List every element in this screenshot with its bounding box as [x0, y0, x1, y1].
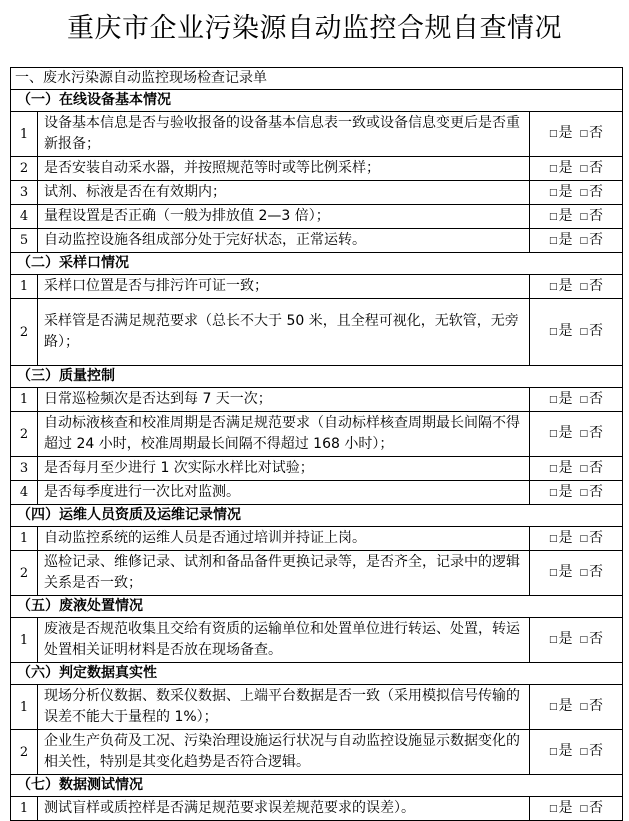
- item-text: 量程设置是否正确（一般为排放值 2—3 倍）；: [38, 205, 530, 229]
- section-header-row: [11, 505, 623, 527]
- yes-checkbox[interactable]: [549, 743, 573, 759]
- yes-checkbox[interactable]: [549, 160, 573, 176]
- section-title: （六）判定数据真实性: [11, 663, 623, 685]
- item-text: 巡检记录、维修记录、试剂和备品备件更换记录等，是否齐全，记录中的逻辑关系是否一致；: [38, 551, 530, 596]
- section-header-row: [11, 663, 623, 685]
- checklist-row: [11, 181, 623, 205]
- checkbox-icon: □: [579, 702, 589, 712]
- yes-checkbox[interactable]: [549, 631, 573, 647]
- no-checkbox[interactable]: [580, 530, 604, 546]
- no-checkbox-label: 否: [589, 529, 604, 546]
- no-checkbox-label: 否: [589, 323, 604, 339]
- no-checkbox[interactable]: [580, 278, 604, 294]
- yes-no-options: [530, 205, 623, 229]
- no-checkbox-label: 否: [589, 425, 604, 441]
- yes-no-options: [530, 618, 623, 663]
- checklist-row: [11, 685, 623, 730]
- checkbox-icon: □: [549, 635, 558, 645]
- item-text: 自动监控系统的运维人员是否通过培训并持证上岗。: [38, 527, 530, 551]
- yes-no-options: [530, 527, 623, 551]
- item-text: 是否每季度进行一次比对监测。: [38, 481, 530, 505]
- yes-checkbox[interactable]: [549, 698, 573, 714]
- checkbox-icon: □: [579, 803, 589, 814]
- item-text: 试剂、标液是否在有效期内；: [38, 181, 530, 205]
- item-number: 2: [11, 299, 38, 366]
- yes-checkbox[interactable]: [549, 425, 573, 441]
- checkbox-icon: □: [549, 429, 558, 439]
- checklist-row: [11, 730, 623, 775]
- item-number: 1: [11, 685, 38, 730]
- section-title: （七）数据测试情况: [11, 775, 623, 797]
- section-header-row: [11, 90, 623, 112]
- item-text: 日常巡检频次是否达到每 7 天一次；: [38, 388, 530, 412]
- item-number: 5: [11, 229, 38, 253]
- no-checkbox[interactable]: [580, 323, 604, 339]
- yes-no-options: [530, 275, 623, 299]
- no-checkbox[interactable]: [580, 160, 604, 176]
- checkbox-icon: □: [549, 211, 558, 222]
- no-checkbox-label: 否: [589, 483, 604, 500]
- checkbox-icon: □: [579, 533, 589, 544]
- checkbox-icon: □: [579, 487, 589, 498]
- yes-checkbox[interactable]: [549, 323, 573, 339]
- table-header-row: [11, 68, 623, 90]
- checkbox-icon: □: [549, 129, 558, 139]
- yes-no-options: [530, 112, 623, 157]
- item-number: 2: [11, 551, 38, 596]
- item-number: 1: [11, 112, 38, 157]
- no-checkbox[interactable]: [580, 631, 604, 647]
- yes-checkbox-label: 是: [558, 459, 573, 476]
- item-number: 3: [11, 457, 38, 481]
- no-checkbox-label: 否: [589, 231, 604, 248]
- checklist-row: [11, 797, 623, 821]
- checkbox-icon: □: [579, 129, 589, 139]
- item-text: 自动监控设施各组成部分处于完好状态，正常运转。: [38, 229, 530, 253]
- yes-checkbox-label: 是: [558, 425, 573, 441]
- checklist-row: [11, 205, 623, 229]
- checkbox-icon: □: [579, 747, 589, 757]
- checkbox-icon: □: [549, 702, 558, 712]
- yes-checkbox-label: 是: [558, 529, 573, 546]
- checklist-row: [11, 412, 623, 457]
- item-number: 2: [11, 412, 38, 457]
- item-number: 1: [11, 797, 38, 821]
- yes-no-options: [530, 388, 623, 412]
- yes-no-options: [530, 412, 623, 457]
- yes-checkbox-label: 是: [558, 231, 573, 248]
- yes-checkbox-label: 是: [558, 743, 573, 759]
- checkbox-icon: □: [549, 235, 558, 246]
- item-number: 3: [11, 181, 38, 205]
- no-checkbox-label: 否: [589, 743, 604, 759]
- checkbox-icon: □: [549, 394, 558, 405]
- checklist-row: [11, 299, 623, 366]
- section-header-row: [11, 775, 623, 797]
- checklist-row: [11, 229, 623, 253]
- no-checkbox[interactable]: [580, 743, 604, 759]
- checklist-row: [11, 388, 623, 412]
- yes-checkbox-label: 是: [558, 799, 573, 816]
- no-checkbox-label: 否: [589, 459, 604, 476]
- yes-no-options: [530, 157, 623, 181]
- no-checkbox-label: 否: [589, 277, 604, 294]
- item-text: 采样管是否满足规范要求（总长不大于 50 米，且全程可视化，无软管，无旁路）；: [38, 299, 530, 366]
- item-number: 4: [11, 205, 38, 229]
- checkbox-icon: □: [579, 635, 589, 645]
- section-title: （三）质量控制: [11, 366, 623, 388]
- no-checkbox-label: 否: [589, 390, 604, 407]
- checklist-row: [11, 275, 623, 299]
- yes-checkbox[interactable]: [549, 232, 573, 248]
- yes-checkbox[interactable]: [549, 564, 573, 580]
- no-checkbox[interactable]: [580, 564, 604, 580]
- item-number: 1: [11, 388, 38, 412]
- item-number: 4: [11, 481, 38, 505]
- table-header: 一、废水污染源自动监控现场检查记录单: [11, 68, 623, 90]
- yes-no-options: [530, 299, 623, 366]
- yes-checkbox[interactable]: [549, 800, 573, 816]
- checkbox-icon: □: [579, 211, 589, 222]
- no-checkbox-label: 否: [589, 698, 604, 714]
- section-header-row: [11, 253, 623, 275]
- yes-no-options: [530, 457, 623, 481]
- yes-no-options: [530, 551, 623, 596]
- page-title: 重庆市企业污染源自动监控合规自查情况: [67, 13, 562, 44]
- checklist-body: [11, 68, 623, 821]
- checkbox-icon: □: [549, 463, 558, 474]
- item-text: 是否安装自动采水器，并按照规范等时或等比例采样；: [38, 157, 530, 181]
- no-checkbox-label: 否: [589, 125, 604, 141]
- checklist-row: [11, 157, 623, 181]
- item-text: 采样口位置是否与排污许可证一致；: [38, 275, 530, 299]
- no-checkbox[interactable]: [580, 391, 604, 407]
- checkbox-icon: □: [549, 568, 558, 578]
- yes-no-options: [530, 481, 623, 505]
- item-number: 1: [11, 275, 38, 299]
- yes-checkbox[interactable]: [549, 125, 573, 141]
- item-number: 2: [11, 730, 38, 775]
- yes-checkbox-label: 是: [558, 323, 573, 339]
- item-number: 2: [11, 157, 38, 181]
- no-checkbox-label: 否: [589, 159, 604, 176]
- no-checkbox-label: 否: [589, 564, 604, 580]
- checkbox-icon: □: [579, 327, 589, 337]
- section-title: （二）采样口情况: [11, 253, 623, 275]
- checklist-row: [11, 112, 623, 157]
- checkbox-icon: □: [549, 187, 558, 198]
- checkbox-icon: □: [549, 163, 558, 174]
- no-checkbox-label: 否: [589, 631, 604, 647]
- yes-checkbox[interactable]: [549, 460, 573, 476]
- no-checkbox[interactable]: [580, 232, 604, 248]
- no-checkbox[interactable]: [580, 125, 604, 141]
- no-checkbox[interactable]: [580, 425, 604, 441]
- item-number: 1: [11, 527, 38, 551]
- yes-checkbox-label: 是: [558, 631, 573, 647]
- checkbox-icon: □: [549, 487, 558, 498]
- yes-checkbox-label: 是: [558, 159, 573, 176]
- no-checkbox-label: 否: [589, 799, 604, 816]
- item-text: 自动标液核查和校准周期是否满足规范要求（自动标样核查周期最长间隔不得超过 24 小时，校准周期最长间隔不得超过 168 小时）；: [38, 412, 530, 457]
- no-checkbox[interactable]: [580, 800, 604, 816]
- no-checkbox-label: 否: [589, 183, 604, 200]
- section-title: （五）废液处置情况: [11, 596, 623, 618]
- yes-no-options: [530, 229, 623, 253]
- section-header-row: [11, 366, 623, 388]
- section-header-row: [11, 596, 623, 618]
- no-checkbox[interactable]: [580, 460, 604, 476]
- yes-checkbox[interactable]: [549, 184, 573, 200]
- yes-checkbox-label: 是: [558, 390, 573, 407]
- yes-checkbox-label: 是: [558, 207, 573, 224]
- checkbox-icon: □: [579, 394, 589, 405]
- no-checkbox-label: 否: [589, 207, 604, 224]
- checkbox-icon: □: [579, 235, 589, 246]
- no-checkbox[interactable]: [580, 698, 604, 714]
- yes-checkbox-label: 是: [558, 183, 573, 200]
- section-title: （四）运维人员资质及运维记录情况: [11, 505, 623, 527]
- no-checkbox[interactable]: [580, 484, 604, 500]
- checkbox-icon: □: [579, 429, 589, 439]
- yes-checkbox[interactable]: [549, 208, 573, 224]
- item-number: 1: [11, 618, 38, 663]
- yes-checkbox[interactable]: [549, 278, 573, 294]
- checkbox-icon: □: [579, 281, 589, 292]
- checkbox-icon: □: [549, 747, 558, 757]
- checkbox-icon: □: [579, 463, 589, 474]
- item-text: 设备基本信息是否与验收报备的设备基本信息表一致或设备信息变更后是否重新报备；: [38, 112, 530, 157]
- checklist-row: [11, 457, 623, 481]
- yes-checkbox[interactable]: [549, 484, 573, 500]
- item-text: 是否每月至少进行 1 次实际水样比对试验；: [38, 457, 530, 481]
- yes-checkbox-label: 是: [558, 698, 573, 714]
- item-text: 现场分析仪数据、数采仪数据、上端平台数据是否一致（采用模拟信号传输的误差不能大于量程的 1%）；: [38, 685, 530, 730]
- no-checkbox[interactable]: [580, 184, 604, 200]
- checkbox-icon: □: [549, 281, 558, 292]
- checkbox-icon: □: [549, 803, 558, 814]
- yes-checkbox[interactable]: [549, 530, 573, 546]
- yes-checkbox-label: 是: [558, 125, 573, 141]
- checkbox-icon: □: [579, 163, 589, 174]
- checkbox-icon: □: [549, 533, 558, 544]
- yes-checkbox[interactable]: [549, 391, 573, 407]
- checklist-row: [11, 481, 623, 505]
- checkbox-icon: □: [579, 187, 589, 198]
- no-checkbox[interactable]: [580, 208, 604, 224]
- yes-no-options: [530, 181, 623, 205]
- checklist-table: [10, 67, 623, 821]
- item-text: 测试盲样或质控样是否满足规范要求误差规范要求的误差）。: [38, 797, 530, 821]
- section-title: （一）在线设备基本情况: [11, 90, 623, 112]
- item-text: 废液是否规范收集且交给有资质的运输单位和处置单位进行转运、处置，转运处置相关证明材料是否放在现场备查。: [38, 618, 530, 663]
- yes-checkbox-label: 是: [558, 483, 573, 500]
- checklist-row: [11, 551, 623, 596]
- yes-no-options: [530, 685, 623, 730]
- yes-checkbox-label: 是: [558, 277, 573, 294]
- item-text: 企业生产负荷及工况、污染治理设施运行状况与自动监控设施显示数据变化的相关性，特别是其变化趋势是否符合逻辑。: [38, 730, 530, 775]
- checkbox-icon: □: [579, 568, 589, 578]
- checkbox-icon: □: [549, 327, 558, 337]
- yes-no-options: [530, 730, 623, 775]
- yes-no-options: [530, 797, 623, 821]
- checklist-row: [11, 527, 623, 551]
- yes-checkbox-label: 是: [558, 564, 573, 580]
- checklist-row: [11, 618, 623, 663]
